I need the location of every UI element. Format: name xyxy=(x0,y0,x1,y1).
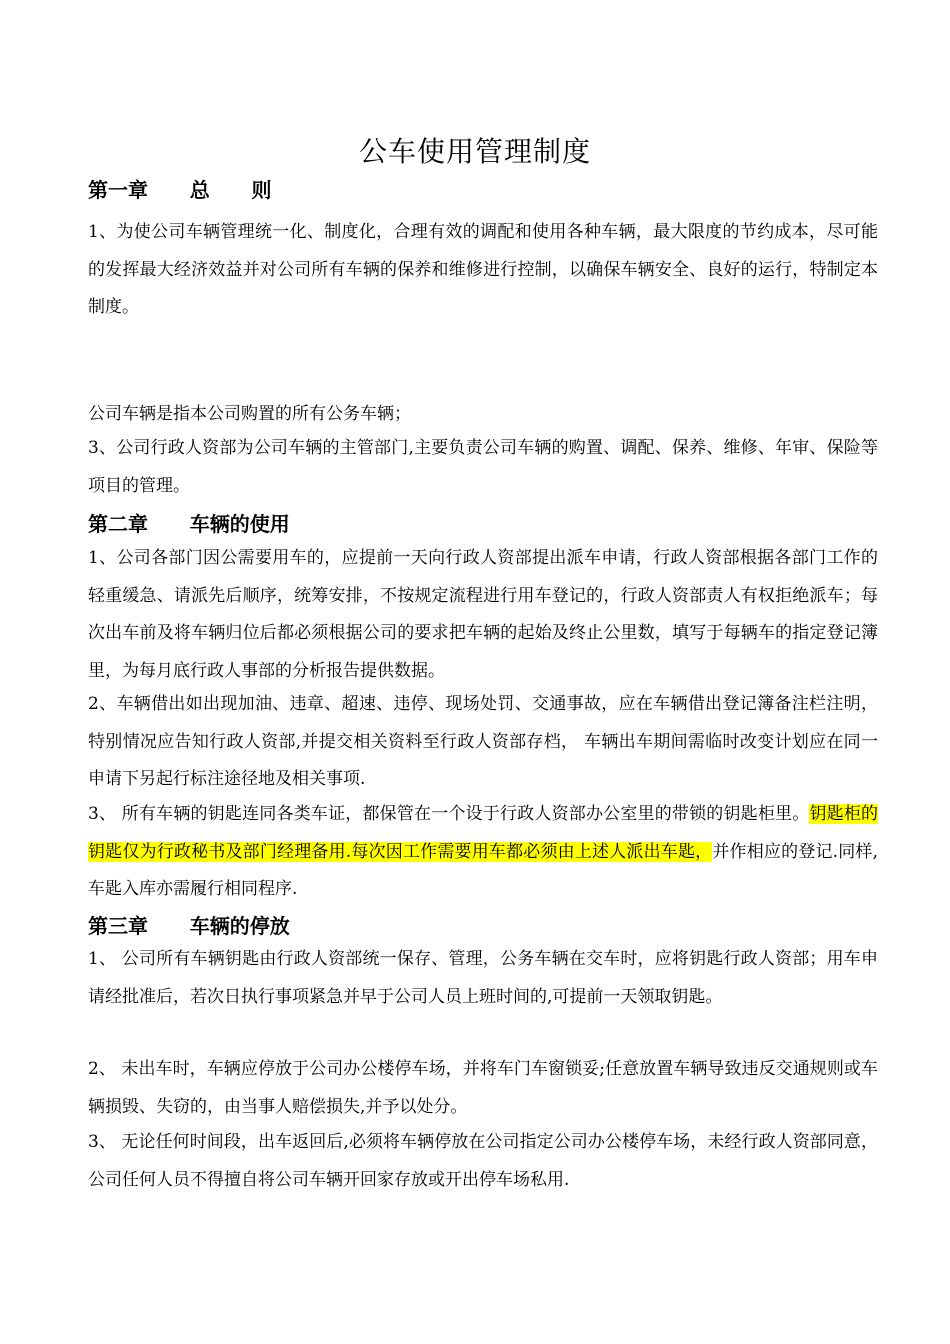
chapter-3-paragraph-1: 1、 公司所有车辆钥匙由行政人资部统一保存、管理，公务车辆在交车时，应将钥匙行政人资部；用车申请经批准后，若次日执行事项紧急并早于公司人员上班时间的,可提前一天领取钥匙。 xyxy=(88,949,878,1007)
chapter-3-paragraph-3: 3、 无论任何时间段，出车返回后,必须将车辆停放在公司指定公司办公楼停车场，未经行政人资部同意，公司任何人员不得擅自将公司车辆开回家存放或开出停车场私用. xyxy=(88,1132,878,1190)
chapter-2-heading: 第二章 车辆的使用 xyxy=(88,512,290,536)
chapter-2-paragraph-2: 2、车辆借出如出现加油、违章、超速、违停、现场处罚、交通事故，应在车辆借出登记簿备注栏注明，特别情况应告知行政人资部,并提交相关资料至行政人资部存档， 车辆出车期间需临时改变计划应在同一申请下另起行标注途径地及相关事项. xyxy=(88,694,878,789)
chapter-3-heading: 第三章 车辆的停放 xyxy=(88,914,290,938)
highlighted-text: 钥匙柜的钥匙仅为行政秘书及部门经理备用.每次因工作需要用车都必须由上述人派出车匙， xyxy=(88,804,879,862)
chapter-1-paragraph-3: 3、公司行政人资部为公司车辆的主管部门,主要负责公司车辆的购置、调配、保养、维修、年审、保险等项目的管理。 xyxy=(88,438,878,496)
chapter-3-paragraph-2: 2、 未出车时，车辆应停放于公司办公楼停车场，并将车门车窗锁妥;任意放置车辆导致违反交通规则或车辆损毁、失窃的，由当事人赔偿损失,并予以处分。 xyxy=(88,1059,878,1117)
chapter-2-paragraph-1: 1、公司各部门因公需要用车的，应提前一天向行政人资部提出派车申请，行政人资部根据各部门工作的轻重缓急、请派先后顺序，统筹安排，不按规定流程进行用车登记的，行政人资部责人有权拒绝派车；每次出车前及将车辆归位后都必须根据公司的要求把车辆的起始及终止公里数，填写于每辆车的指定登记簿里，为每月底行政人事部的分析报告提供数据。 xyxy=(88,548,878,681)
chapter-1-paragraph-1: 1、为使公司车辆管理统一化、制度化，合理有效的调配和使用各种车辆，最大限度的节约成本，尽可能的发挥最大经济效益并对公司所有车辆的保养和维修进行控制，以确保车辆安全、良好的运行，特制定本制度。 xyxy=(88,222,878,317)
chapter-2-paragraph-3 xyxy=(88,796,878,909)
chapter-1-paragraph-2: 公司车辆是指本公司购置的所有公务车辆； xyxy=(88,404,411,424)
chapter-2-paragraph-3-tail: 并作相应的登记.同样,车匙入库亦需履行相同程序. xyxy=(88,841,879,899)
chapter-2-paragraph-3-text: 3、 所有车辆的钥匙连同各类车证，都保管在一个设于行政人资部办公室里的带锁的钥匙柜里。 xyxy=(88,804,810,824)
chapter-1-heading: 第一章 总 则 xyxy=(88,178,272,202)
document-title: 公车使用管理制度 xyxy=(358,135,591,168)
